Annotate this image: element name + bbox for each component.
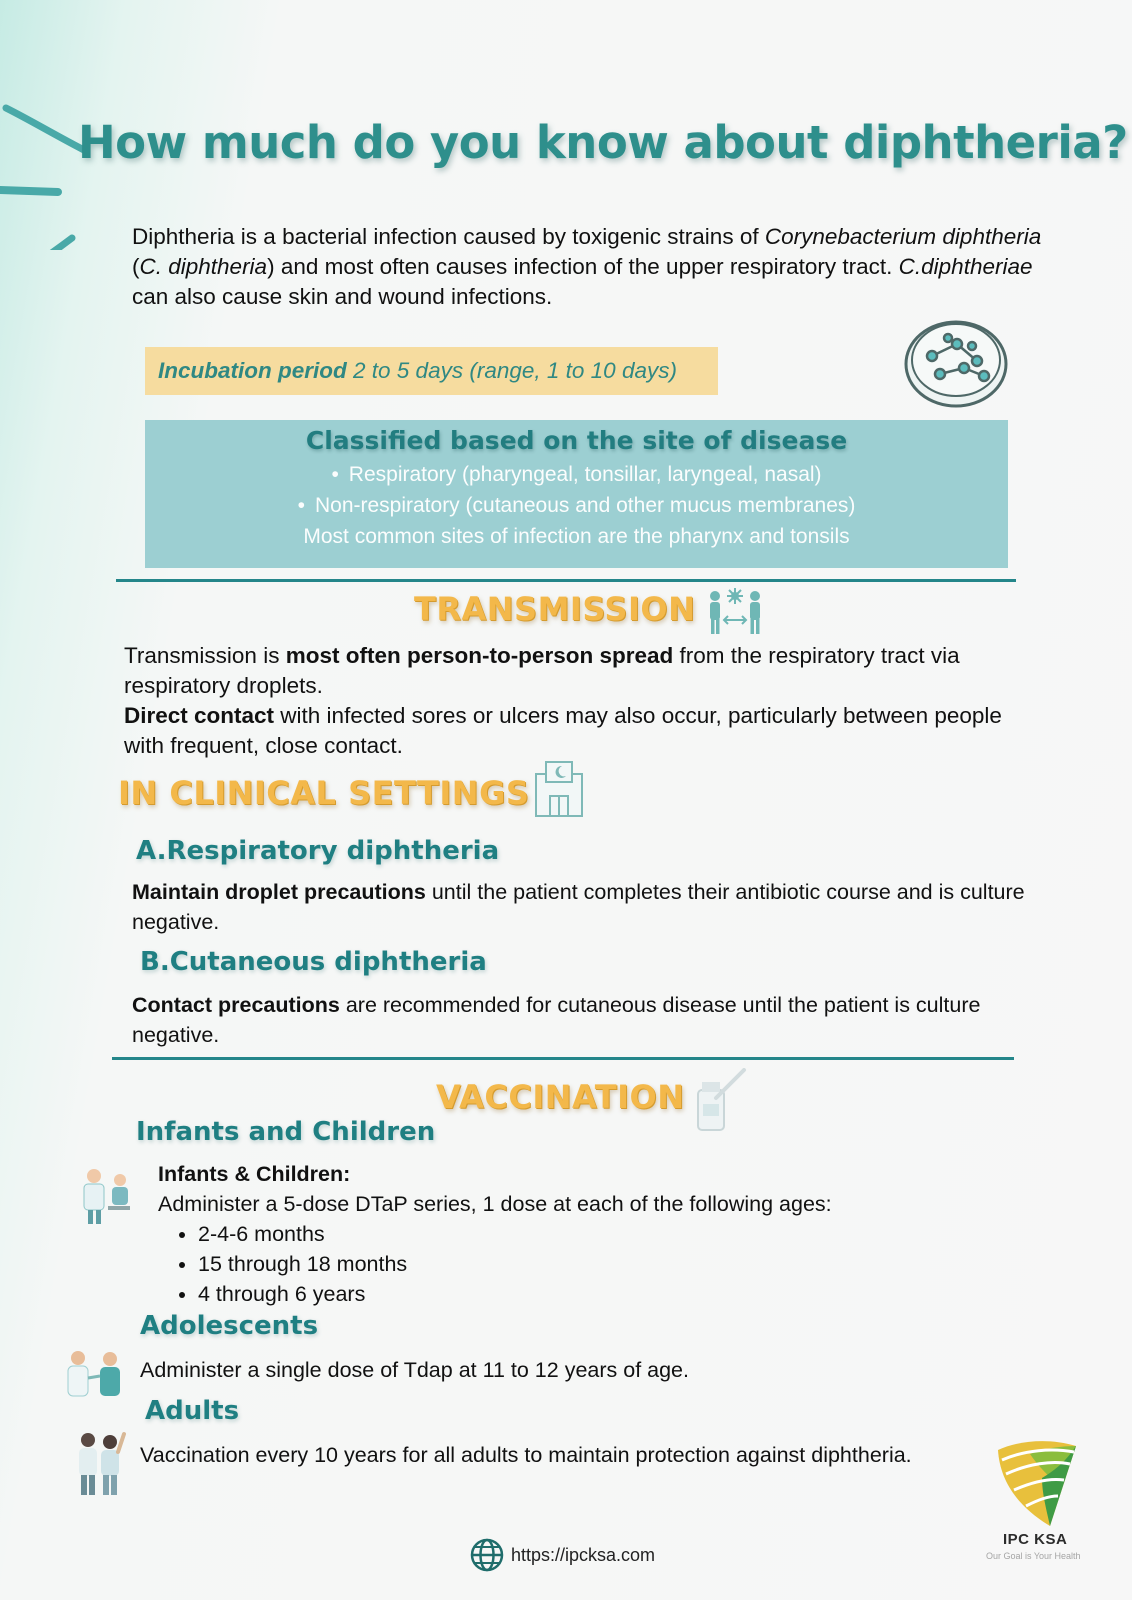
people-distancing-icon: [703, 586, 767, 638]
infants-heading: Infants and Children: [136, 1117, 436, 1147]
doctor-child-icon: [78, 1166, 134, 1226]
dose-list: [158, 1219, 407, 1309]
transmission-text: Transmission is most often person-to-person spread from the respiratory tract via respiratory droplets. Direct contact with infected sores or ulcers may also occur, particularly between people with frequent, close contact.: [124, 643, 1002, 758]
incubation-value: 2 to 5 days (range, 1 to 10 days): [353, 358, 677, 383]
cutaneous-heading: B.Cutaneous diphtheria: [140, 947, 487, 977]
section-divider: [112, 1057, 1014, 1060]
adolescents-text: Administer a single dose of Tdap at 11 to 12 years of age.: [140, 1358, 689, 1382]
adults-text: Vaccination every 10 years for all adults to maintain protection against diphtheria.: [140, 1443, 912, 1467]
page-title: How much do you know about diphtheria?: [78, 116, 1128, 169]
adolescents-heading: Adolescents: [140, 1311, 319, 1341]
website-url: https://ipcksa.com: [511, 1544, 656, 1565]
vaccine-vial-icon: [690, 1068, 748, 1134]
adults-icon: [70, 1428, 126, 1498]
infants-text: Administer a 5-dose DTaP series, 1 dose at each of the following ages:: [158, 1192, 832, 1216]
classification-note: Most common sites of infection are the pharynx and tonsils: [303, 525, 850, 548]
globe-icon: [469, 1537, 505, 1573]
classification-list: [145, 459, 1008, 521]
list-item: • 4 through 6 years: [198, 1279, 407, 1309]
respiratory-text: Maintain droplet precautions until the patient completes their antibiotic course and is culture negative.: [132, 880, 1025, 934]
incubation-label: Incubation period: [158, 358, 347, 383]
incubation-banner: [145, 347, 718, 395]
list-item: • Respiratory (pharyngeal, tonsillar, laryngeal, nasal): [145, 459, 1008, 490]
decorative-strokes: [0, 50, 90, 250]
infants-label: Infants & Children:: [158, 1162, 351, 1186]
list-item: • Non-respiratory (cutaneous and other mucus membranes): [145, 490, 1008, 521]
transmission-heading: TRANSMISSION: [414, 590, 696, 628]
ipc-ksa-logo: [990, 1438, 1086, 1530]
vaccination-heading: VACCINATION: [436, 1078, 685, 1116]
logo-name: IPC KSA: [1003, 1531, 1068, 1548]
respiratory-heading: A.Respiratory diphtheria: [136, 836, 500, 866]
logo-tagline: Our Goal is Your Health: [986, 1551, 1081, 1561]
list-item: • 15 through 18 months: [198, 1249, 407, 1279]
section-divider: [116, 579, 1016, 582]
classification-box: [145, 420, 1008, 568]
clinical-settings-heading: IN CLINICAL SETTINGS: [118, 774, 530, 812]
cutaneous-text: Contact precautions are recommended for cutaneous disease until the patient is culture negative.: [132, 993, 981, 1047]
adults-heading: Adults: [145, 1396, 240, 1426]
petri-dish-icon: [902, 316, 1010, 410]
classification-heading: Classified based on the site of disease: [305, 426, 848, 455]
list-item: • 2-4-6 months: [198, 1219, 407, 1249]
intro-paragraph: Diphtheria is a bacterial infection caused by toxigenic strains of Corynebacterium diphtheria (C. diphtheria) and most often causes infection of the upper respiratory tract. C.diphtheriae can also cause skin and wound infections.: [132, 224, 1042, 309]
hospital-building-icon: [532, 760, 586, 818]
website-link[interactable]: [469, 1537, 655, 1573]
adolescent-vaccination-icon: [60, 1348, 130, 1400]
